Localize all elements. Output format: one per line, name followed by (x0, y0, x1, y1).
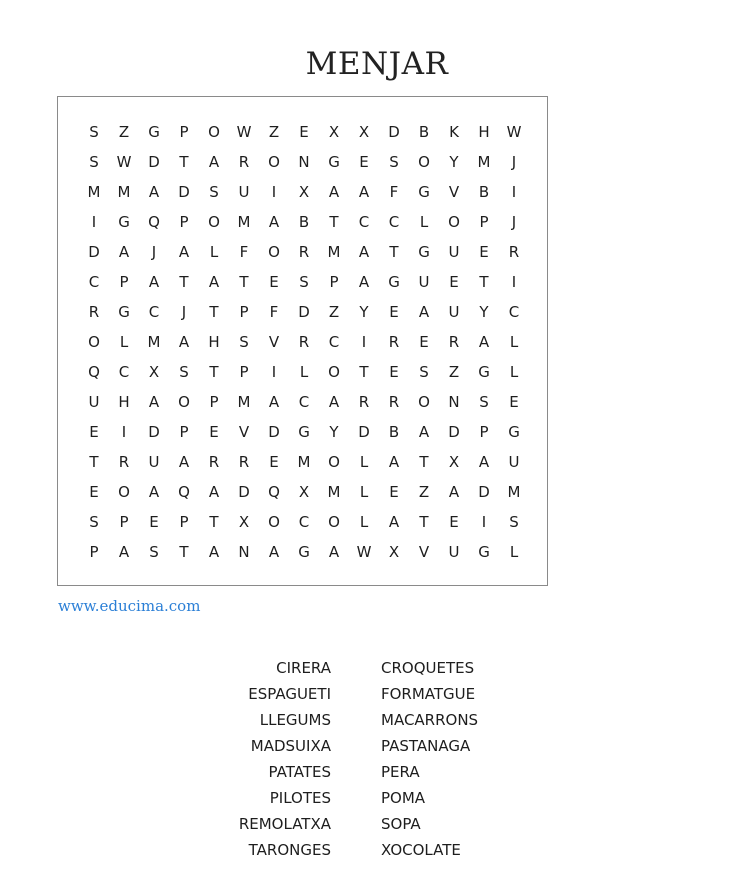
grid-letter: G (148, 123, 160, 141)
grid-letter: I (511, 183, 517, 201)
word-item: SOPA (381, 815, 421, 833)
grid-letter: C (508, 303, 520, 321)
grid-letter: G (418, 183, 430, 201)
grid-letter: P (239, 363, 249, 381)
grid-letter: R (388, 393, 400, 411)
grid-letter: W (236, 123, 252, 141)
grid-letter: F (269, 303, 279, 321)
grid-letter: E (359, 153, 369, 171)
grid-letter: U (448, 303, 460, 321)
grid-letter: O (448, 213, 460, 231)
grid-letter: O (88, 333, 100, 351)
grid-letter: V (268, 333, 280, 351)
word-item: ESPAGUETI (248, 685, 331, 703)
grid-letter: R (208, 453, 220, 471)
grid-letter: P (479, 213, 489, 231)
grid-letter: Z (418, 483, 430, 501)
page-title: MENJAR (305, 46, 449, 82)
grid-letter: O (328, 513, 340, 531)
grid-letter: S (239, 333, 249, 351)
grid-letter: J (511, 153, 517, 171)
grid-letter: I (481, 513, 487, 531)
grid-letter: N (298, 153, 310, 171)
word-item: REMOLATXA (238, 815, 331, 833)
grid-letter: P (179, 123, 189, 141)
grid-letter: L (209, 243, 219, 261)
grid-letter: U (238, 183, 250, 201)
grid-letter: D (88, 243, 100, 261)
grid-letter: R (238, 153, 250, 171)
grid-letter: L (299, 363, 309, 381)
grid-letter: P (329, 273, 339, 291)
grid-letter: A (148, 483, 160, 501)
grid-letter: T (179, 543, 189, 561)
grid-letter: P (179, 513, 189, 531)
grid-letter: H (118, 393, 130, 411)
grid-letter: L (359, 453, 369, 471)
grid-letter: C (298, 393, 310, 411)
grid-letter: E (449, 513, 459, 531)
grid-letter: D (148, 153, 160, 171)
grid-letter: T (239, 273, 249, 291)
grid-letter: R (88, 303, 100, 321)
grid-letter: G (388, 273, 400, 291)
word-item: CIRERA (276, 659, 331, 677)
grid-letter: Y (449, 153, 459, 171)
grid-letter: O (178, 393, 190, 411)
grid-letter: M (117, 183, 131, 201)
site-link[interactable]: www.educima.com (58, 597, 201, 615)
grid-letter: E (509, 393, 519, 411)
grid-letter: R (298, 333, 310, 351)
grid-letter: Q (88, 363, 100, 381)
grid-letter: T (359, 363, 369, 381)
grid-letter: Z (268, 123, 280, 141)
grid-letter: A (448, 483, 460, 501)
grid-letter: O (418, 393, 430, 411)
grid-letter: R (358, 393, 370, 411)
grid-letter: Q (148, 213, 160, 231)
grid-letter: T (89, 453, 99, 471)
grid-letter: H (208, 333, 220, 351)
grid-letter: D (238, 483, 250, 501)
grid-letter: R (388, 333, 400, 351)
grid-letter: A (478, 453, 490, 471)
grid-letter: P (179, 213, 189, 231)
grid-letter: X (298, 183, 310, 201)
grid-letter: A (208, 153, 220, 171)
grid-letter: G (298, 423, 310, 441)
grid-letter: I (511, 273, 517, 291)
grid-letter: Z (118, 123, 130, 141)
grid-letter: U (508, 453, 520, 471)
grid-letter: S (209, 183, 219, 201)
grid-letter: L (509, 543, 519, 561)
grid-letter: D (178, 183, 190, 201)
grid-letter: C (298, 513, 310, 531)
grid-letter: T (209, 303, 219, 321)
grid-letter: A (148, 273, 160, 291)
grid-letter: M (327, 243, 341, 261)
grid-letter: S (89, 513, 99, 531)
grid-letter: M (237, 393, 251, 411)
grid-letter: S (509, 513, 519, 531)
grid-letter: U (418, 273, 430, 291)
word-item: XOCOLATE (381, 841, 461, 859)
grid-letter: N (448, 393, 460, 411)
grid-letter: X (388, 543, 400, 561)
grid-letter: B (298, 213, 310, 231)
word-item: MADSUIXA (250, 737, 331, 755)
grid-letter: A (208, 543, 220, 561)
grid-letter: F (239, 243, 249, 261)
grid-letter: Y (479, 303, 489, 321)
grid-letter: Y (359, 303, 369, 321)
grid-letter: D (268, 423, 280, 441)
grid-letter: L (119, 333, 129, 351)
grid-letter: S (89, 153, 99, 171)
grid-letter: E (269, 273, 279, 291)
grid-letter: A (118, 543, 130, 561)
word-item: FORMATGUE (381, 685, 476, 703)
grid-letter: I (91, 213, 97, 231)
grid-letter: F (389, 183, 399, 201)
grid-letter: L (419, 213, 429, 231)
grid-letter: A (148, 183, 160, 201)
grid-letter: V (238, 423, 250, 441)
grid-letter: G (118, 303, 130, 321)
grid-letter: O (328, 363, 340, 381)
grid-letter: R (238, 453, 250, 471)
grid-letter: S (389, 153, 399, 171)
grid-letter: E (389, 483, 399, 501)
grid-letter: L (509, 363, 519, 381)
grid-letter: T (389, 243, 399, 261)
grid-letter: A (328, 393, 340, 411)
grid-letter: A (358, 243, 370, 261)
grid-letter: M (297, 453, 311, 471)
grid-letter: E (149, 513, 159, 531)
grid-letter: Z (448, 363, 460, 381)
grid-letter: D (298, 303, 310, 321)
grid-letter: T (209, 363, 219, 381)
word-list-left-column (239, 655, 331, 863)
grid-letter: M (147, 333, 161, 351)
grid-letter: C (88, 273, 100, 291)
grid-letter: S (149, 543, 159, 561)
grid-letter: P (119, 513, 129, 531)
grid-letter: P (479, 423, 489, 441)
grid-letter: T (329, 213, 339, 231)
grid-letter: E (89, 483, 99, 501)
grid-letter: A (478, 333, 490, 351)
grid-letter: X (328, 123, 340, 141)
grid-letter: S (89, 123, 99, 141)
grid-letter: R (298, 243, 310, 261)
grid-letter: E (389, 363, 399, 381)
grid-letter: Q (178, 483, 190, 501)
grid-letter: M (477, 153, 491, 171)
grid-letter: R (448, 333, 460, 351)
grid-letter: G (478, 363, 490, 381)
grid-letter: E (449, 273, 459, 291)
grid-letter: J (511, 213, 517, 231)
word-item: PERA (381, 763, 420, 781)
grid-letter: A (268, 543, 280, 561)
grid-letter: O (268, 243, 280, 261)
grid-letter: J (181, 303, 187, 321)
grid-letter: E (269, 453, 279, 471)
grid-letter: A (208, 483, 220, 501)
grid-letter: D (448, 423, 460, 441)
grid-letter: G (118, 213, 130, 231)
grid-letter: S (179, 363, 189, 381)
grid-letter: R (508, 243, 520, 261)
grid-letter: S (419, 363, 429, 381)
grid-letter: E (479, 243, 489, 261)
grid-letter: A (118, 243, 130, 261)
word-item: POMA (381, 789, 426, 807)
grid-letter: L (359, 483, 369, 501)
grid-letter: W (116, 153, 132, 171)
grid-letter: C (148, 303, 160, 321)
grid-letter: A (148, 393, 160, 411)
grid-letter: G (478, 543, 490, 561)
grid-letter: O (268, 153, 280, 171)
grid-letter: X (238, 513, 250, 531)
grid-letter: J (151, 243, 157, 261)
grid-letter: T (419, 453, 429, 471)
word-item: MACARRONS (381, 711, 479, 729)
grid-letter: A (178, 243, 190, 261)
grid-letter: M (327, 483, 341, 501)
grid-letter: G (508, 423, 520, 441)
grid-letter: I (271, 363, 277, 381)
grid-letter: B (388, 423, 400, 441)
grid-letter: L (359, 513, 369, 531)
grid-letter: A (208, 273, 220, 291)
word-item: PILOTES (269, 789, 331, 807)
grid-letter: L (509, 333, 519, 351)
grid-letter: A (328, 183, 340, 201)
grid-letter: A (358, 273, 370, 291)
grid-letter: C (388, 213, 400, 231)
grid-letter: A (178, 453, 190, 471)
grid-letter: A (268, 213, 280, 231)
grid-letter: Y (329, 423, 339, 441)
grid-letter: W (356, 543, 372, 561)
grid-letter: E (89, 423, 99, 441)
grid-letter: A (328, 543, 340, 561)
grid-letter: T (419, 513, 429, 531)
grid-letter: I (271, 183, 277, 201)
grid-letter: A (388, 453, 400, 471)
grid-letter: A (418, 303, 430, 321)
grid-letter: P (179, 423, 189, 441)
grid-letter: W (506, 123, 522, 141)
grid-letter: T (179, 273, 189, 291)
grid-letter: O (208, 123, 220, 141)
grid-letter: U (148, 453, 160, 471)
grid-letter: X (358, 123, 370, 141)
word-item: PATATES (268, 763, 331, 781)
letter-grid (79, 117, 529, 567)
grid-letter: M (507, 483, 521, 501)
grid-letter: Q (268, 483, 280, 501)
grid-letter: G (298, 543, 310, 561)
grid-letter: S (479, 393, 489, 411)
grid-letter: P (89, 543, 99, 561)
grid-letter: G (418, 243, 430, 261)
grid-letter: R (118, 453, 130, 471)
grid-letter: K (449, 123, 459, 141)
grid-letter: B (418, 123, 430, 141)
grid-letter: C (328, 333, 340, 351)
grid-letter: D (148, 423, 160, 441)
grid-letter: A (178, 333, 190, 351)
grid-letter: B (478, 183, 490, 201)
grid-letter: V (418, 543, 430, 561)
grid-letter: T (179, 153, 189, 171)
grid-letter: A (358, 183, 370, 201)
grid-letter: T (209, 513, 219, 531)
grid-letter: E (299, 123, 309, 141)
grid-letter: E (389, 303, 399, 321)
grid-letter: N (238, 543, 250, 561)
word-item: PASTANAGA (381, 737, 471, 755)
grid-letter: M (237, 213, 251, 231)
grid-letter: I (361, 333, 367, 351)
grid-letter: O (268, 513, 280, 531)
grid-letter: D (478, 483, 490, 501)
grid-letter: O (418, 153, 430, 171)
grid-letter: H (478, 123, 490, 141)
grid-letter: C (358, 213, 370, 231)
grid-letter: O (208, 213, 220, 231)
grid-letter: C (118, 363, 130, 381)
grid-letter: O (328, 453, 340, 471)
grid-letter: I (121, 423, 127, 441)
grid-letter: E (419, 333, 429, 351)
grid-letter: P (119, 273, 129, 291)
grid-letter: Z (328, 303, 340, 321)
grid-letter: D (388, 123, 400, 141)
grid-letter: X (298, 483, 310, 501)
word-item: CROQUETES (381, 659, 475, 677)
grid-letter: U (88, 393, 100, 411)
word-item: LLEGUMS (259, 711, 331, 729)
grid-letter: V (448, 183, 460, 201)
grid-letter: P (209, 393, 219, 411)
grid-letter: A (268, 393, 280, 411)
word-item: TARONGES (248, 841, 331, 859)
grid-letter: O (118, 483, 130, 501)
grid-letter: U (448, 543, 460, 561)
grid-letter: E (209, 423, 219, 441)
grid-letter: D (358, 423, 370, 441)
grid-letter: U (448, 243, 460, 261)
word-list-right-column (381, 655, 478, 863)
grid-letter: S (299, 273, 309, 291)
grid-letter: A (418, 423, 430, 441)
grid-letter: M (87, 183, 101, 201)
grid-letter: P (239, 303, 249, 321)
grid-letter: X (448, 453, 460, 471)
grid-letter: A (388, 513, 400, 531)
grid-letter: X (148, 363, 160, 381)
grid-letter: G (328, 153, 340, 171)
grid-letter: T (479, 273, 489, 291)
